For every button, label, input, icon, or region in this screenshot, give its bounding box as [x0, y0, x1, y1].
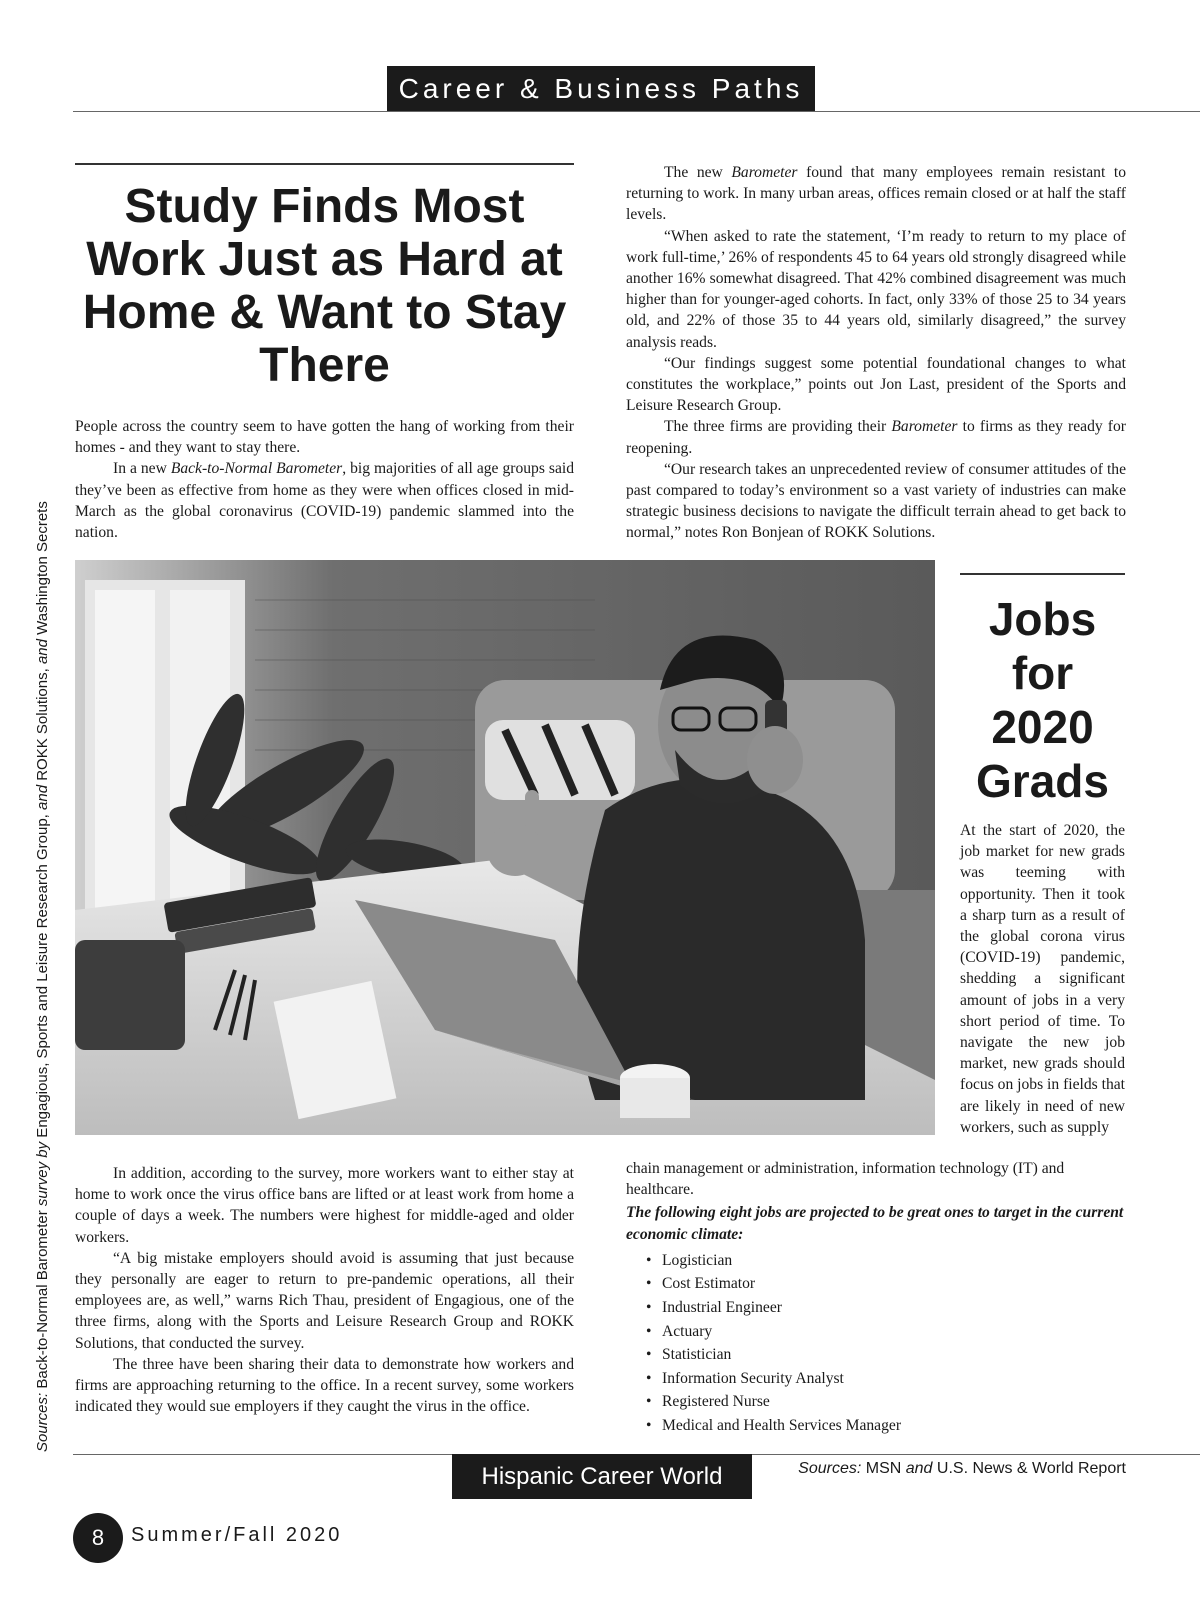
- photo-man-working-from-home: [75, 560, 935, 1135]
- paragraph: The new Barometer found that many employees remain resistant to returning to work. In many urban areas, offices remain closed or at half the staff levels.: [626, 164, 1126, 224]
- magazine-name: Hispanic Career World: [481, 1463, 723, 1490]
- section-title: Career & Business Paths: [398, 73, 804, 104]
- paragraph: In addition, according to the survey, more workers want to either stay at home to work once the virus office bans are lifted or at least work from home a couple of days a week. The numbers were highest for middle-aged and older workers.: [75, 1165, 574, 1246]
- article-headline: Study Finds Most Work Just as Hard at Home & Want to Stay There: [82, 180, 567, 392]
- page-number: 8: [73, 1513, 123, 1563]
- paragraph: “Our research takes an unprecedented review of consumer attitudes of the past compared to today’s environment so a vast variety of industries can make strategic business decisions to navigate the difficult terrain ahead to get back to normal,” notes Ron Bonjean of ROKK Solutions.: [626, 460, 1126, 542]
- jobs-list-intro: The following eight jobs are projected to be great ones to target in the current economic climate:: [626, 1204, 1124, 1243]
- list-item: • Registered Nurse: [646, 1390, 1126, 1414]
- jobs-sources: Sources: MSN and U.S. News & World Report: [798, 1460, 1126, 1477]
- headline-rule: [75, 163, 574, 165]
- magazine-name-banner: [452, 1454, 752, 1499]
- jobs-continued: [626, 1158, 1126, 1438]
- list-item: • Information Security Analyst: [646, 1367, 1126, 1391]
- photo-illustration: [75, 560, 935, 1135]
- list-item: • Medical and Health Services Manager: [646, 1414, 1126, 1438]
- paragraph: chain management or administration, information technology (IT) and healthcare.: [626, 1160, 1065, 1199]
- jobs-list: [626, 1249, 1126, 1438]
- paragraph: “Our findings suggest some potential foundational changes to what constitutes the workplace,” points out Jon Last, president of the Sports and Leisure Research Group.: [626, 354, 1126, 415]
- paragraph: In a new Back-to-Normal Barometer, big majorities of all age groups said they’ve been as effective from home as they were when offices closed in mid-March as the global coronavirus (COVID-19) pandemic slammed into the nation.: [75, 460, 574, 542]
- jobs-headline-rule: [960, 573, 1125, 575]
- list-item: • Statistician: [646, 1343, 1126, 1367]
- section-banner: [387, 66, 815, 112]
- list-item: • Actuary: [646, 1320, 1126, 1344]
- paragraph: “When asked to rate the statement, ‘I’m ready to return to my place of work full-time,’ 26% of respondents 45 to 64 years old strongly disagreed while another 16% somewhat disagreed. That 42% combined disagreement was much higher than for younger-aged cohorts. In fact, only 33% of those 25 to 34 years old, and 22% of those 35 to 44 years old, similarly disagreed,” the survey analysis reads.: [626, 227, 1126, 351]
- vertical-sources-credit: Sources: Back-to-Normal Barometer survey by Engagious, Sports and Leisure Research Group, and ROKK Solutions, and Washington Secrets: [34, 501, 51, 1452]
- list-item: • Industrial Engineer: [646, 1296, 1126, 1320]
- paragraph: The three firms are providing their Barometer to firms as they ready for reopening.: [626, 418, 1126, 457]
- jobs-intro-paragraph: At the start of 2020, the job market for new grads was teeming with opportunity. Then it took a sharp turn as a result of the global corona virus (COVID-19) pandemic, shedding a significant amount of jobs in a very short period of time. To navigate the new job market, new grads should focus on jobs in fields that are likely in need of new workers, such as supply: [960, 822, 1126, 1136]
- paragraph: “A big mistake employers should avoid is assuming that just because they personally are eager to return to pre-pandemic operations, all their employees are, as well,” warns Rich Thau, president of Engagious, one of the three firms, along with the Sports and Leisure Research Group and ROKK Solutions, that conducted the survey.: [75, 1249, 574, 1352]
- top-divider: [73, 111, 1200, 112]
- paragraph: The three have been sharing their data to demonstrate how workers and firms are approaching returning to the office. In a recent survey, some workers indicated they would sue employers if they caught the virus in the office.: [75, 1355, 574, 1416]
- jobs-headline: Jobs for 2020 Grads: [976, 593, 1109, 807]
- article-column-2: [626, 162, 1126, 544]
- list-item: • Cost Estimator: [646, 1272, 1126, 1296]
- paragraph: People across the country seem to have gotten the hang of working from their homes - and they want to stay there.: [75, 418, 574, 457]
- article-column-1: [75, 416, 574, 543]
- list-item: • Logistician: [646, 1249, 1126, 1273]
- issue-label: Summer/Fall 2020: [131, 1524, 343, 1546]
- article-column-3: [75, 1163, 574, 1417]
